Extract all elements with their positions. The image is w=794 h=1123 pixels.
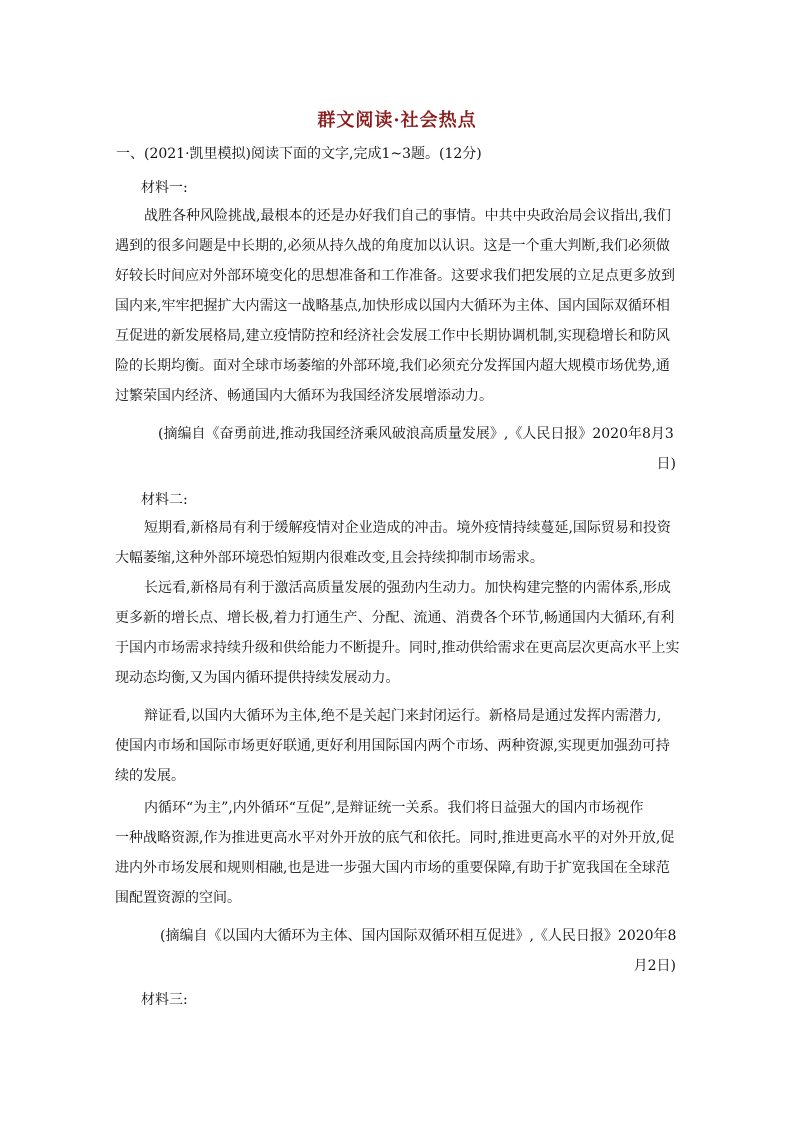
page-title: 群文阅读·社会热点: [317, 110, 477, 131]
material3-label: 材料三:: [141, 992, 188, 1008]
paragraph-line: 好较长时间应对外部环境变化的思想准备和工作准备。这要求我们把发展的立足点更多放到: [115, 268, 675, 284]
paragraph-line: 过繁荣国内经济、畅通国内大循环为我国经济发展增添动力。: [115, 388, 493, 404]
paragraph-line: 辩证看,以国内大循环为主体,绝不是关起门来封闭运行。新格局是通过发挥内需潜力,: [144, 708, 662, 724]
paragraph-line: 大幅萎缩,这种外部环境恐怕短期内很难改变,且会持续抑制市场需求。: [115, 550, 544, 566]
paragraph-line: 更多新的增长点、增长极,着力打通生产、分配、流通、消费各个环节,畅通国内大循环,有利: [115, 610, 675, 626]
paragraph-line: 互促进的新发展格局,建立疫情防控和经济社会发展工作中长期协调机制,实现稳增长和防风: [115, 328, 670, 344]
paragraph-line: 内循环“为主”,内外循环“互促”,是辩证统一关系。我们将日益强大的国内市场视作: [144, 800, 644, 816]
source-citation: (摘编自《奋勇前进,推动我国经济乘风破浪高质量发展》,《人民日报》2020年8月3: [158, 426, 674, 442]
paragraph-line: 战胜各种风险挑战,最根本的还是办好我们自己的事情。中共中央政治局会议指出,我们: [144, 208, 671, 224]
paragraph-line: 国内来,牢牢把握扩大内需这一战略基点,加快形成以国内大循环为主体、国内国际双循环相: [115, 298, 670, 314]
question-header: 一、(2021·凯里模拟)阅读下面的文字,完成1~3题。(12分): [116, 146, 482, 162]
paragraph-line: 现动态均衡,又为国内循环提供持续发展动力。: [115, 670, 400, 686]
paragraph-line: 长远看,新格局有利于激活高质量发展的强劲内生动力。加快构建完整的内需体系,形成: [144, 580, 671, 596]
paragraph-line: 短期看,新格局有利于缓解疫情对企业造成的冲击。境外疫情持续蔓延,国际贸易和投资: [144, 520, 671, 536]
paragraph-line: 险的长期均衡。面对全球市场萎缩的外部环境,我们必须充分发挥国内超大规模市场优势,通: [115, 358, 670, 374]
paragraph-line: 遇到的很多问题是中长期的,必须从持久战的角度加以认识。这是一个重大判断,我们必须做: [115, 238, 670, 254]
source-citation-cont: 日): [656, 456, 676, 472]
material1-label: 材料一:: [141, 180, 188, 196]
source-citation: (摘编自《以国内大循环为主体、国内国际双循环相互促进》,《人民日报》2020年8: [160, 928, 677, 944]
paragraph-line: 使国内市场和国际市场更好联通,更好利用国际国内两个市场、两种资源,实现更加强劲可持: [115, 738, 670, 754]
paragraph-line: 围配置资源的空间。: [115, 890, 241, 906]
material2-label: 材料二:: [141, 492, 188, 508]
source-citation-cont: 月2日): [633, 958, 676, 974]
paragraph-line: 进内外市场发展和规则相融,也是进一步强大国内市场的重要保障,有助于扩宽我国在全球范: [115, 860, 670, 876]
paragraph-line: 续的发展。: [115, 768, 185, 784]
paragraph-line: 于国内市场需求持续升级和供给能力不断提升。同时,推动供给需求在更高层次更高水平上实: [115, 640, 680, 656]
paragraph-line: 一种战略资源,作为推进更高水平对外开放的底气和依托。同时,推进更高水平的对外开放,促: [115, 830, 675, 846]
